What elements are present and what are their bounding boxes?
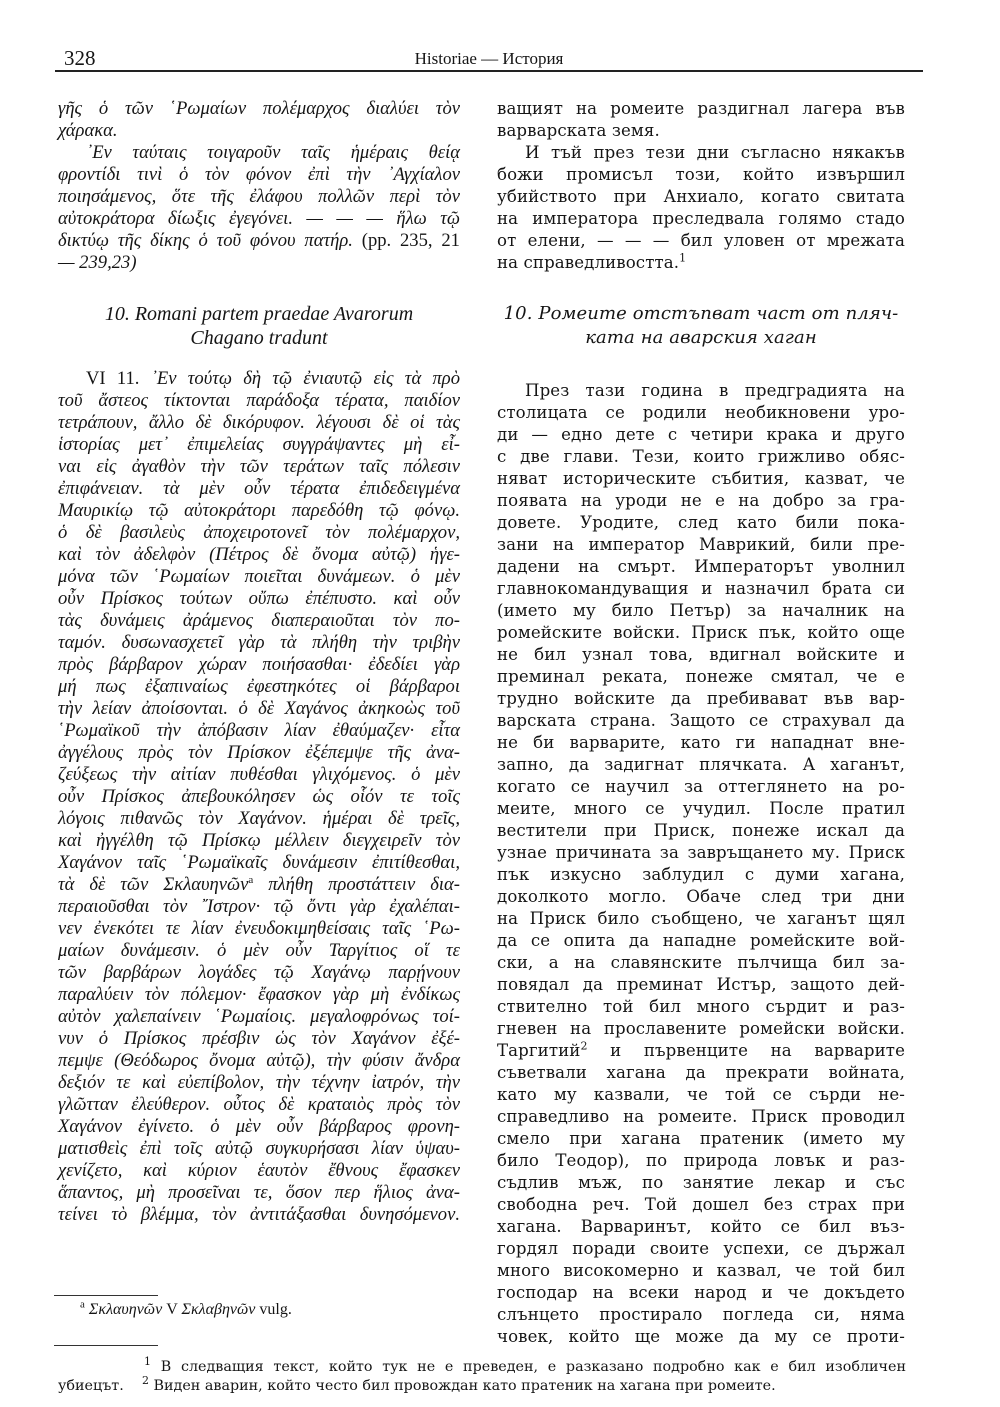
text-line: χάρακα. bbox=[58, 120, 118, 141]
footnote-continuation bbox=[58, 1374, 906, 1396]
footnote-rule bbox=[54, 1345, 158, 1346]
footnote-1 bbox=[58, 1355, 906, 1377]
section-marker: VI 11. bbox=[86, 368, 140, 389]
text-line: варварската земя. bbox=[497, 121, 660, 140]
text-line: τῶν βαρβάρων λογάδες τῷ Χαγάνῳ παρῄνουν bbox=[58, 962, 460, 983]
greek-text-column bbox=[58, 98, 460, 1226]
text-line: дадени на смърт. Императорът уволнил bbox=[497, 557, 905, 576]
header-rule bbox=[55, 70, 923, 72]
text-line: съветвали хагана да прекрати войната, bbox=[497, 1063, 905, 1082]
text-line: οὖν Πρίσκος ἀπεβουκόλησεν ὡς οἷόν τε τοῖς bbox=[58, 786, 460, 807]
text-line: божи промисъл този, който извършил bbox=[497, 165, 905, 184]
heading-line: 10. Ромеите отстъпват част от пляч- bbox=[503, 303, 899, 324]
text-line bbox=[58, 368, 460, 390]
page-reference-end: — 239,23) bbox=[58, 252, 137, 273]
page-reference: (pp. 235, 21 bbox=[361, 230, 460, 251]
text-line: ἅπαντος, μὴ προσεῖναι τε, ὅσον περ ἥλιος ἀνα- bbox=[58, 1182, 460, 1203]
text-line: на Приск било съобщено, че хаганът щял bbox=[497, 909, 905, 928]
text-line: вестители при Приск, понеже искал да bbox=[497, 821, 905, 840]
text-line: νεν ἐνεκότει τε λίαν ἐνευδοκιμηθείσαις ταῖς ῾Ρω- bbox=[58, 918, 460, 939]
text-line: варската страна. Защото се страхувал да bbox=[497, 711, 905, 730]
text-line: νυν ὁ Πρίσκος πρέσβιν ὡς τὸν Χαγάνον ἐξέ- bbox=[58, 1028, 460, 1049]
text-line: с две глави. Тези, които грижливо обяс- bbox=[497, 447, 905, 466]
heading-line: Chagano tradunt bbox=[190, 327, 328, 349]
text-span: Таргитий bbox=[497, 1041, 581, 1060]
text-line: появата на уроди не е на добро за гра- bbox=[497, 491, 905, 510]
text-line: Χαγάνον ἐγίνετο. ὁ μὲν οὖν βάρβαρος φρονη- bbox=[58, 1116, 460, 1137]
text-line: (името му било Петър) за началник на bbox=[497, 601, 905, 620]
text-line: смело при хагана пратеник (името му bbox=[497, 1129, 905, 1148]
text-line: ски, а на славянските пълчища бил за- bbox=[497, 953, 905, 972]
apparatus-reading: Σκλαυηνῶν bbox=[88, 1301, 163, 1318]
text-line: няват историческите събития, казват, че bbox=[497, 469, 905, 488]
text-line: столицата се родили необикновени уро- bbox=[497, 403, 905, 422]
text-line: ромейските войски. Приск пък, който още bbox=[497, 623, 905, 642]
text-line: запно, да задигнат плячката. А хаганът, bbox=[497, 755, 905, 774]
apparatus-rule-top bbox=[54, 1295, 158, 1296]
text-line: справедливо на ромеите. Приск проводил bbox=[497, 1107, 905, 1126]
text-line: ζεύξεως τὴν αἰτίαν πυθέσθαι γλιχόμενος. ὁ μὲν bbox=[58, 764, 460, 785]
section-heading-bulgarian bbox=[497, 302, 905, 350]
text-line: οὖν Πρίσκος τούτων οὔπω ἐπέπυστο. καὶ οὖν bbox=[58, 588, 460, 609]
greek-main-passage bbox=[58, 368, 460, 1226]
text-line: хагана. Варваринът, който се бил въз- bbox=[497, 1217, 905, 1236]
text-line: γλῶτταν ἐλεύθερον. οὗτος δὲ κραταιὸς πρὸς τὸν bbox=[58, 1094, 460, 1115]
text-line: ствително той бил много сърдит и раз- bbox=[497, 997, 905, 1016]
text-line bbox=[497, 252, 905, 274]
text-line: ᾽Εν ταύταις τοιγαροῦν ταῖς ἡμέραις θείᾳ bbox=[86, 142, 460, 163]
text-line: αὐτοκράτορα δίωξις ἐγεγόνει. — — — ἥλω τῷ bbox=[58, 208, 460, 229]
bulgarian-text-column bbox=[497, 98, 905, 1348]
text-line: τὴν λείαν ἀποίσονται. ὁ δὲ Χαγάνος ἀκηκοὼς τοῦ bbox=[58, 698, 460, 719]
text-line: съдлив мъж, по занятие лекар и със bbox=[497, 1173, 905, 1192]
text-line: πρὸς βάρβαρον χώραν ποιήσασθαι· ἐδεδίει γὰρ bbox=[58, 654, 460, 675]
text-line: убийството при Анхиало, когато свитата bbox=[497, 187, 905, 206]
bulgarian-intro-passage bbox=[497, 98, 905, 274]
text-line: μαίων δυνάμεσιν. ὁ μὲν οὖν Ταργίτιος οἵ τε bbox=[58, 940, 460, 961]
text-line: πεμψε (Θεόδωρος ὄνομα αὐτῷ), τὴν φύσιν ἄνδρα bbox=[58, 1050, 460, 1071]
text-line: на императора преследвала голямо стадо bbox=[497, 209, 905, 228]
footnote-text: В следващия текст, който тук не е преведен, е разказано подробно как е бил изобличен bbox=[160, 1359, 906, 1375]
footnote-ref: 1 bbox=[679, 251, 687, 265]
apparatus-variant: Σκλαβηνῶν bbox=[181, 1301, 256, 1318]
greek-text: ᾽Εν τούτῳ δὴ τῷ ἐνιαυτῷ εἰς τὰ πρὸ bbox=[150, 368, 461, 389]
text-line: През тази година в предградията на bbox=[525, 381, 905, 400]
text-line: ταμόν. δυσωνασχετεῖ γὰρ τὰ πλήθη τὴν τριβὴν bbox=[58, 632, 460, 653]
text-line: γῆς ὁ τῶν ῾Ρωμαίων πολέμαρχος διαλύει τὸν bbox=[58, 98, 460, 119]
apparatus-marker: a bbox=[80, 1298, 85, 1311]
text-line: ἀγγέλους πρὸς τὸν Πρίσκον ἐξέπεμψε τῆς ἀνα- bbox=[58, 742, 460, 763]
text-line: господар на всеки народ и че докъдето bbox=[497, 1283, 905, 1302]
page-number: 328 bbox=[64, 46, 96, 70]
text-line: ἐπιφάνειαν. τὰ μὲν οὖν τέρατα ἐπιδεδειγμένα bbox=[58, 478, 460, 499]
text-line: τετράπουν, ἄλλο δὲ δικόρυφον. λέγουσι δὲ οἱ τὰς bbox=[58, 412, 460, 433]
text-line: доколкото могло. Обаче след три дни bbox=[497, 887, 905, 906]
apparatus-source: vulg. bbox=[259, 1301, 292, 1318]
text-line: Χαγάνον ταῖς ῾Ρωμαϊκαῖς δυνάμεσιν ἐπιτίθεσθαι, bbox=[58, 852, 460, 873]
text-line: καὶ ἠγγέλθη τῷ Πρίσκῳ μέλλειν διεγχειρεῖν τὸν bbox=[58, 830, 460, 851]
text-line: повядал да преминат Истър, защото дей- bbox=[497, 975, 905, 994]
text-line: довете. Уродите, след като били пока- bbox=[497, 513, 905, 532]
greek-text: δικτύῳ τῆς δίκης ὁ τοῦ φόνου πατήρ. bbox=[58, 230, 353, 251]
text-line: свободна реч. Той дошел без страх при bbox=[497, 1195, 905, 1214]
text-line: узнае причината за завръщането му. Приск bbox=[497, 843, 905, 862]
footnote-text: убиецът. bbox=[58, 1378, 124, 1394]
running-title: Historiae — История bbox=[414, 49, 564, 68]
text-line: ναι εἰς ἀγαθὸν τὴν τῶν τεράτων ταῖς πόλεσιν bbox=[58, 456, 460, 477]
text-line: като му казвали, че той се сърди не- bbox=[497, 1085, 905, 1104]
text-line: μόνα τῶν ῾Ρωμαίων ποιεῖται δυνάμεων. ὁ μὲν bbox=[58, 566, 460, 587]
text-line: много високомерно и казвал, че той бил bbox=[497, 1261, 905, 1280]
text-line: И тъй през тези дни съгласно някакъв bbox=[525, 143, 905, 162]
text-line: било Теодор), по природа ловък и раз- bbox=[497, 1151, 905, 1170]
text-line: παραλύειν τὸν πόλεμον· ἔφασκον γὰρ μὴ ἐνδίκως bbox=[58, 984, 460, 1005]
greek-text: πλήθη προστάττειν δια- bbox=[253, 874, 460, 895]
text-line: ποιησάμενος, ὅτε τῆς ἐλάφου πολλῶν περὶ τὸν bbox=[58, 186, 460, 207]
text-line: λόγοις πιθανῶς τὸν Χαγάνον. ἡμέραι δὲ τρεῖς, bbox=[58, 808, 460, 829]
text-span: на справедливостта. bbox=[497, 253, 680, 272]
text-line: ващият на ромеите раздигнал лагера във bbox=[497, 99, 905, 118]
greek-text: τὰ δὲ τῶν Σκλαυηνῶν bbox=[58, 874, 249, 895]
text-line: пък изкусно заблудил с думи хагана, bbox=[497, 865, 905, 884]
text-line: ὁ δὲ βασιλεὺς ἀποχειροτονεῖ τὸν πολέμαρχον, bbox=[58, 522, 460, 543]
text-line: ῾Ρωμαϊκοῦ τὴν ἀπόβασιν λίαν ἐθαύμαζεν· εἶτα bbox=[58, 720, 460, 741]
apparatus-siglum: V bbox=[166, 1301, 178, 1318]
text-line: не би варварите, като ги нападнат вне- bbox=[497, 733, 905, 752]
text-line: ἱστορίας μετ᾽ ἐπιμελείας συγγράψαντες μὴ εἶ- bbox=[58, 434, 460, 455]
text-line: μή πως ἐξαπιναίως ἐφεστηκότες οἱ βάρβαροι bbox=[58, 676, 460, 697]
bulgarian-main-passage bbox=[497, 380, 905, 1348]
text-line: δεξιόν τε καὶ εὐεπίβολον, τὴν τέχνην ἰατρόν, τὴν bbox=[58, 1072, 460, 1093]
text-line: τὰς δυνάμεις ἀράμενος διαπεραιοῦται τὸν πο- bbox=[58, 610, 460, 631]
footnote-marker: 2 bbox=[141, 1374, 149, 1388]
text-line: αὐτὸν χαλεπαίνειν ῾Ρωμαίοις. μεγαλοφρόνως τοί- bbox=[58, 1006, 460, 1027]
greek-intro-passage bbox=[58, 98, 460, 274]
section-heading-latin bbox=[58, 302, 460, 350]
text-line: τείνει τὸ βλέμμα, τὸν ἀντιτάξασθαι δυνησόμενον. bbox=[58, 1204, 460, 1225]
text-line: когато се научил за оттеглянето на ро- bbox=[497, 777, 905, 796]
text-line: меите, много се учудил. После пратил bbox=[497, 799, 905, 818]
text-line: гневен на прославените ромейски войски. bbox=[497, 1019, 905, 1038]
text-line bbox=[497, 1040, 905, 1062]
text-line: главнокомандуващия и назначил брата си bbox=[497, 579, 905, 598]
text-line: гордял поради своите успехи, се държал bbox=[497, 1239, 905, 1258]
text-line: περαιοῦσθαι τὸν ῎Ιστρον· τῷ ὄντι γὰρ ἐχαλέπαι- bbox=[58, 896, 460, 917]
text-line bbox=[58, 230, 460, 252]
heading-line: 10. Romani partem praedae Avarorum bbox=[104, 303, 414, 325]
text-line: от елени, — — — бил уловен от мрежата bbox=[497, 231, 905, 250]
text-line: Μαυρικίῳ τῷ αὐτοκράτορι παρεδόθη τῷ φόνῳ. bbox=[58, 500, 460, 521]
footnote-2: Виден аварин, който често бил провождан като пратеник на хагана при ромеите. bbox=[153, 1378, 776, 1394]
text-line bbox=[58, 874, 460, 896]
text-line: зани на император Маврикий, били пре- bbox=[497, 535, 905, 554]
footnote-marker: 1 bbox=[144, 1355, 151, 1369]
text-line: καὶ τὸν ἀδελφὸν (Πέτρος δὲ ὄνομα αὐτῷ) ἡγε- bbox=[58, 544, 460, 565]
text-line: преминал реката, понеже смятал, че е bbox=[497, 667, 905, 686]
heading-line: ката на аварския хаган bbox=[585, 327, 817, 348]
text-line: човек, който ще може да му се проти- bbox=[497, 1327, 905, 1346]
text-line: χενίζετο, καὶ κύριον ἑαυτὸν ἔθνους ἔφασκεν bbox=[58, 1160, 460, 1181]
text-line: слънцето простирало погледа си, няма bbox=[497, 1305, 905, 1324]
text-line: φροντίδι τινὶ ὁ τὸν φόνον ἐπὶ τὴν ᾽Αγχίαλον bbox=[58, 164, 460, 185]
critical-note-ref: a bbox=[248, 873, 254, 886]
text-line: ди — едно дете с четири крака и друго bbox=[497, 425, 905, 444]
text-line: ματισθεὶς ἐπὶ τοῖς αὐτῷ συγκυρήσασι λίαν ὑψαυ- bbox=[58, 1138, 460, 1159]
text-line: да се опита да нападне ромейските вой- bbox=[497, 931, 905, 950]
text-line: не бил узнал това, вдигнал войските и bbox=[497, 645, 905, 664]
footnotes bbox=[58, 1355, 906, 1396]
footnote-ref: 2 bbox=[580, 1039, 588, 1053]
text-line: трудно войските да пребивават във вар- bbox=[497, 689, 905, 708]
text-line: τοῦ ἄστεος τίκτονται παράδοξα τέρατα, παιδίον bbox=[58, 390, 460, 411]
page-header bbox=[55, 40, 923, 74]
critical-apparatus-note bbox=[80, 1298, 292, 1319]
text-span: и първенците на варварите bbox=[587, 1041, 905, 1060]
